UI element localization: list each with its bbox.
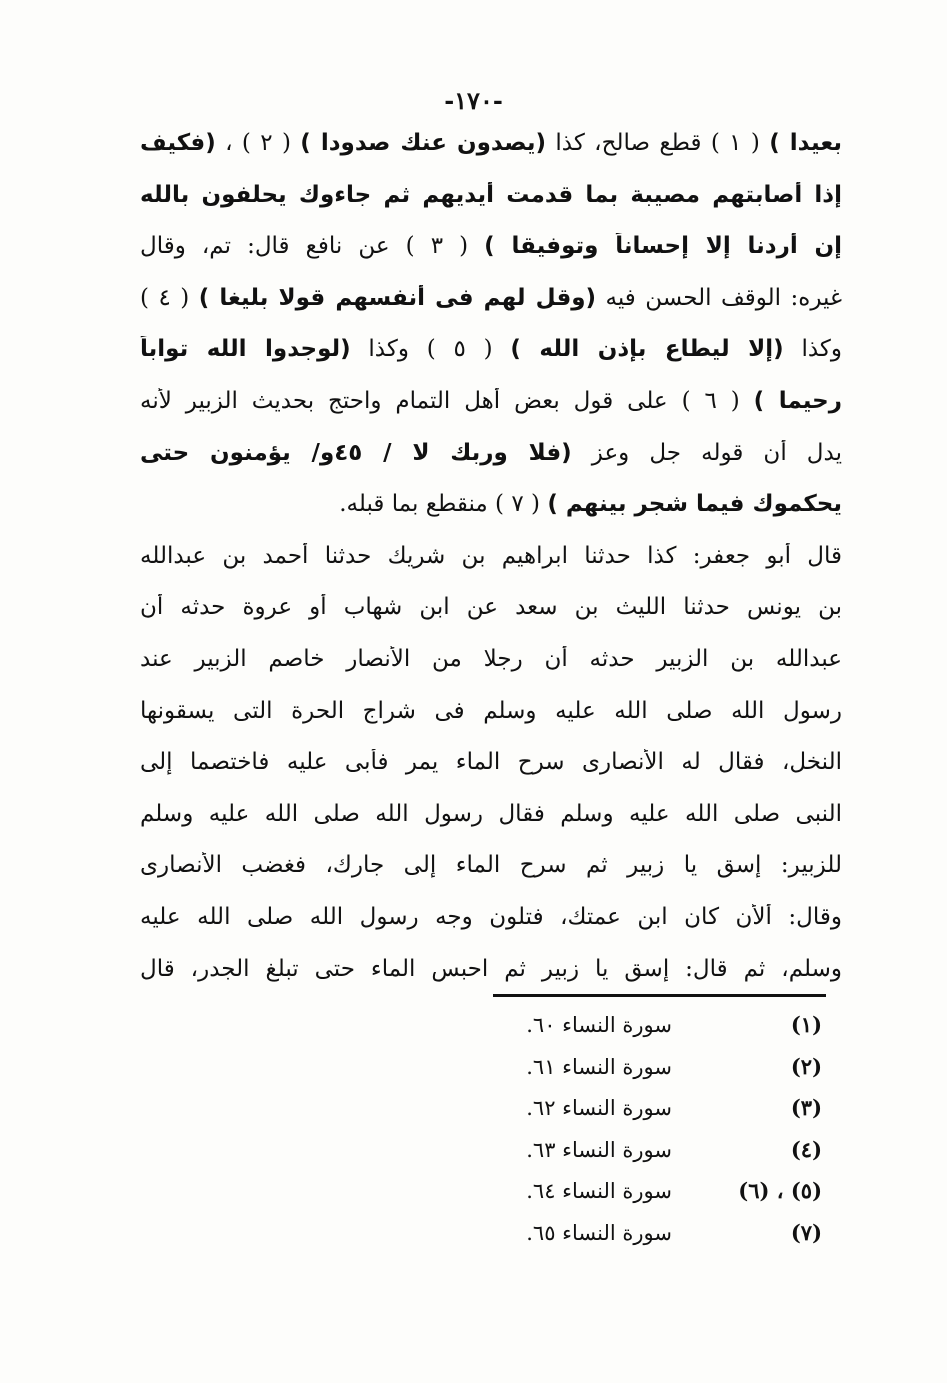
footnote-text: سورة النساء ٦٤.	[526, 1179, 672, 1203]
text-line	[140, 956, 842, 1008]
quran-quote: (إلا ليطاع بإذن الله )	[510, 336, 784, 363]
text-segment: عبدالله بن الزبير حدثه أن رجلا من الأنصار خاصم الزبير عند	[140, 646, 842, 672]
footnote	[402, 1220, 822, 1260]
footnote-text: سورة النساء ٦٠.	[526, 1013, 672, 1037]
footnote-number: (٤)	[790, 1136, 822, 1162]
text-line	[140, 904, 842, 956]
text-segment: ( ٤ )	[140, 284, 199, 311]
text-line	[140, 130, 842, 182]
text-segment: وكذا	[783, 336, 842, 363]
quran-quote: (فكيف	[140, 130, 216, 156]
text-segment: ( ٢ ) ،	[215, 130, 301, 156]
text-segment: يدل أن قوله جل وعز	[571, 439, 842, 466]
footnote	[402, 1095, 822, 1135]
text-line	[140, 543, 842, 595]
footnote-number: (٧)	[790, 1219, 822, 1245]
quran-quote: (لوجدوا الله تواباً	[140, 336, 351, 363]
quran-quote: رحيما )	[753, 388, 842, 414]
text-line	[140, 285, 842, 337]
text-line	[140, 698, 842, 750]
text-segment: للزبير: إسق يا زبير ثم سرح الماء إلى جارك، فغضب الأنصارى	[140, 852, 842, 879]
text-segment: وسلم، ثم قال: إسق يا زبير ثم احبس الماء حتى تبلغ الجدر، قال	[140, 955, 842, 982]
text-segment: النخل، فقال له الأنصارى سرح الماء يمر فأبى عليه فاختصما إلى	[140, 749, 842, 776]
footnote-text: سورة النساء ٦٥.	[526, 1220, 672, 1245]
text-line	[140, 852, 842, 904]
footnote-number: (٣)	[790, 1095, 822, 1120]
footnote-number: (٥) ، (٦)	[738, 1178, 822, 1203]
quran-quote: (يصدون عنك صدودا )	[300, 130, 547, 156]
text-line	[140, 594, 842, 646]
quran-quote: إذا أصابتهم مصيبة بما قدمت أيديهم ثم جاءوك يحلفون بالله	[140, 181, 842, 208]
text-segment: بن يونس حدثنا الليث بن سعد عن ابن شهاب أو عروة حدثه أن	[140, 594, 842, 621]
footnote-divider	[493, 994, 826, 997]
text-line	[140, 388, 842, 440]
text-segment: وقال: ألأن كان ابن عمتك، فتلون وجه رسول الله صلى الله عليه	[140, 904, 842, 930]
quran-quote: إن أردنا إلا إحساناً وتوفيقا )	[484, 233, 842, 260]
text-segment: رسول الله صلى الله عليه وسلم فى شراج الحرة التى يسقونها	[140, 697, 842, 724]
text-segment: ( ٣ ) عن نافع قال: تم، وقال	[140, 233, 485, 260]
footnote	[402, 1054, 822, 1094]
page-number: -١٧٠-	[444, 86, 503, 115]
text-segment: ( ٦ ) على قول بعض أهل التمام واحتج بحديث الزبير لأنه	[140, 388, 754, 414]
text-segment: ( ٥ ) وكذا	[350, 336, 511, 363]
text-line	[140, 801, 842, 853]
quran-quote: (وقل لهم فى أنفسهم قولا بليغا )	[198, 284, 597, 311]
text-segment: غيره: الوقف الحسن فيه	[596, 284, 842, 311]
text-line	[140, 336, 842, 388]
text-line	[140, 182, 842, 234]
text-line	[140, 749, 842, 801]
footnote-text: سورة النساء ٦١.	[526, 1054, 672, 1079]
text-segment: قال أبو جعفر: كذا حدثنا ابراهيم بن شريك حدثنا أحمد بن عبدالله	[140, 542, 842, 569]
quran-quote: بعيدا )	[769, 130, 842, 156]
footnote-number: (٢)	[790, 1053, 822, 1079]
quran-quote: (فلا وربك لا / ٤٥و/ يؤمنون حتى	[140, 439, 572, 466]
text-line	[140, 491, 842, 543]
quran-quote: يحكموك فيما شجر بينهم )	[547, 491, 842, 518]
footnote	[402, 1012, 822, 1052]
footnote-text: سورة النساء ٦٢.	[526, 1096, 672, 1120]
text-segment: النبى صلى الله عليه وسلم فقال رسول الله صلى الله عليه وسلم	[140, 800, 842, 827]
text-line	[140, 646, 842, 698]
footnote	[402, 1137, 822, 1177]
footnote	[402, 1178, 822, 1218]
footnote-number: (١)	[790, 1012, 822, 1037]
text-line	[140, 440, 842, 492]
text-segment: ( ١ ) قطع صالح، كذا	[546, 130, 770, 156]
footnote-text: سورة النساء ٦٣.	[526, 1137, 672, 1162]
text-line	[140, 233, 842, 285]
text-segment: ( ٧ ) منقطع بما قبله.	[339, 491, 548, 518]
